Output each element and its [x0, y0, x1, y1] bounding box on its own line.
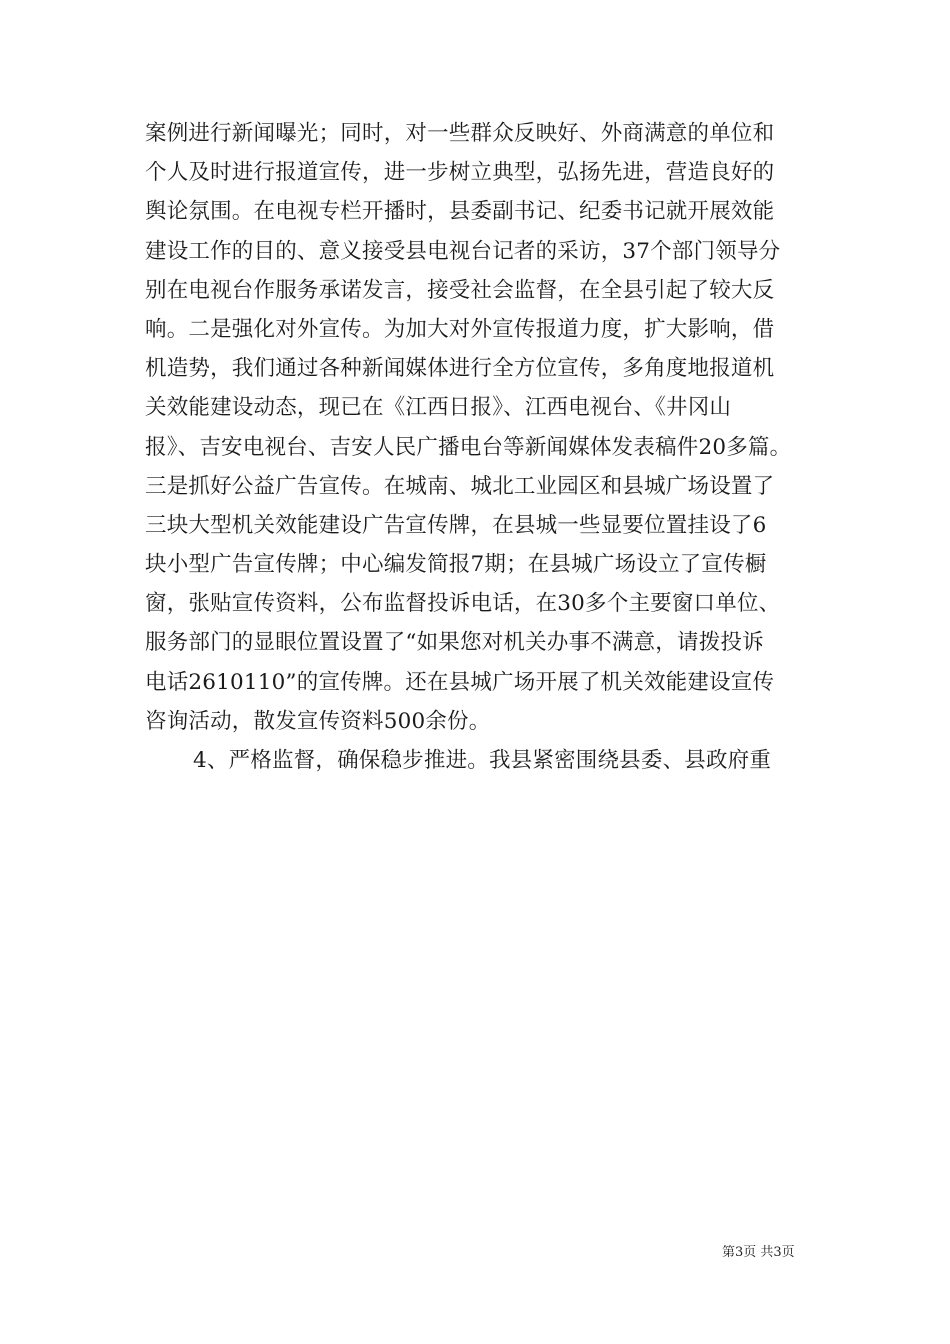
text-line: 块小型广告宣传牌；中心编发简报7期；在县城广场设立了宣传橱: [145, 552, 767, 578]
text-line: 别在电视台作服务承诺发言，接受社会监督，在全县引起了较大反: [145, 277, 775, 303]
text-line: 建设工作的目的、意义接受县电视台记者的采访，37个部门领导分: [145, 238, 781, 264]
text-line: 个人及时进行报道宣传，进一步树立典型，弘扬先进，营造良好的: [145, 160, 775, 186]
text-line: 关效能建设动态，现已在《江西日报》、江西电视台、《井冈山: [145, 395, 732, 421]
text-line: 电话2610110”的宣传牌。还在县城广场开展了机关效能建设宣传: [145, 669, 775, 695]
text-line: 三是抓好公益广告宣传。在城南、城北工业园区和县城广场设置了: [145, 473, 775, 499]
text-line: 案例进行新闻曝光；同时，对一些群众反映好、外商满意的单位和: [145, 121, 775, 146]
text-line: 服务部门的显眼位置设置了“如果您对机关办事不满意，请拨投诉: [145, 630, 764, 656]
body-text: [145, 114, 810, 780]
paragraph-heading-line: 4、严格监督，确保稳步推进。我县紧密围绕县委、县政府重: [193, 748, 772, 773]
text-line: 机造势，我们通过各种新闻媒体进行全方位宣传，多角度地报道机: [145, 356, 775, 382]
text-line: 响。二是强化对外宣传。为加大对外宣传报道力度，扩大影响，借: [145, 316, 775, 342]
text-line: 窗，张贴宣传资料，公布监督投诉电话，在30多个主要窗口单位、: [145, 591, 781, 617]
text-line: 咨询活动，散发宣传资料500余份。: [145, 708, 491, 734]
text-line: 三块大型机关效能建设广告宣传牌，在县城一些显要位置挂设了6: [145, 512, 767, 538]
text-line: 舆论氛围。在电视专栏开播时，县委副书记、纪委书记就开展效能: [145, 199, 775, 225]
page-number-footer: 第3页 共3页: [722, 1245, 795, 1260]
text-line: 报》、吉安电视台、吉安人民广播电台等新闻媒体发表稿件20多篇。: [145, 434, 792, 460]
